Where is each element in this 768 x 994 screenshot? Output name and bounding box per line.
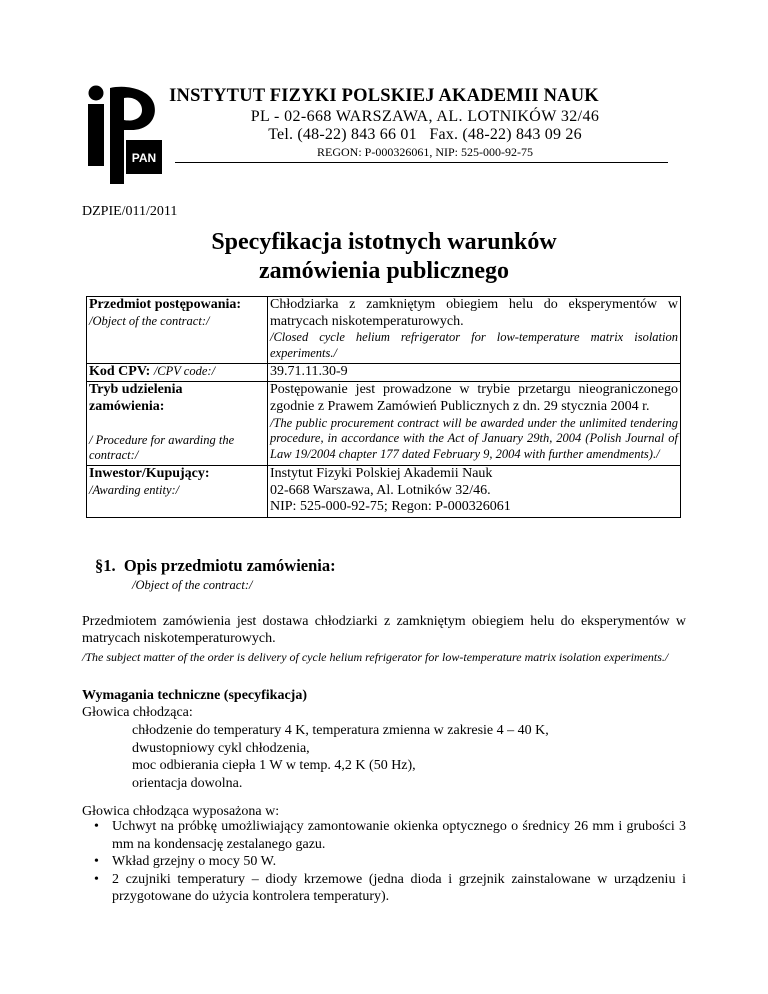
cpv-label: Kod CPV:: [89, 363, 151, 379]
bullet-icon: •: [94, 854, 99, 869]
equipment-bullet-list: [82, 818, 686, 906]
table-row-subject: [87, 297, 681, 364]
subject-value-en: /Closed cycle helium refrigerator for low-temperature matrix isolation experiments./: [270, 330, 678, 360]
cpv-label-cell: [87, 363, 268, 382]
investor-line-1: Instytut Fizyki Polskiej Akademii Nauk: [270, 466, 493, 482]
table-row-procedure: [87, 382, 681, 466]
subject-label: Przedmiot postępowania:: [89, 297, 242, 312]
subject-value: Chłodziarka z zamkniętym obiegiem helu do eksperymentów w matrycach niskotemperaturowych.: [270, 297, 678, 329]
list-item: chłodzenie do temperatury 4 K, temperatura zmienna w zakresie 4 – 40 K,: [132, 723, 549, 738]
bullet-text: 2 czujniki temperatury – diody krzemowe (jedna dioda i grzejnik zainstalowane w urządzeniu i przygotowane do użycia kontrolera temperatury).: [112, 871, 686, 904]
subject-label-en: /Object of the contract:/: [89, 313, 210, 328]
investor-value-cell: [268, 466, 681, 518]
cooling-head-list: [132, 722, 549, 792]
spec-table: [86, 296, 681, 518]
section-1-paragraph: Przedmiotem zamówienia jest dostawa chłodziarki z zamkniętym obiegiem helu do eksperymentów w matrycach niskotemperaturowych.: [82, 614, 686, 646]
title-line-1: Specyfikacja istotnych warunków: [211, 229, 557, 255]
procedure-value: Postępowanie jest prowadzone w trybie przetargu nieograniczonego zgodnie z Prawem Zamówień Publicznych z dn. 29 stycznia 2004 r.: [270, 382, 678, 414]
bullet-item: [82, 853, 686, 871]
section-1-heading-en: /Object of the contract:/: [132, 578, 253, 592]
procedure-label-cell: [87, 382, 268, 466]
cpv-label-en: /CPV code:/: [153, 363, 216, 378]
logo-pan-text: PAN: [131, 151, 157, 165]
section-1-heading: §1. Opis przedmiotu zamówienia:: [95, 556, 336, 575]
document-title: [0, 228, 768, 286]
table-row-cpv: [87, 363, 681, 382]
equipped-label: Głowica chłodząca wyposażona w:: [82, 804, 280, 819]
bullet-text: Uchwyt na próbkę umożliwiający zamontowanie okienka optycznego o średnicy 26 mm i grubości 3 mm na kondensację zestalanego gazu.: [112, 819, 686, 852]
section-1-paragraph-en: /The subject matter of the order is delivery of cycle helium refrigerator for low-temperature matrix isolation experiments./: [82, 650, 669, 664]
institute-name: INSTYTUT FIZYKI POLSKIEJ AKADEMII NAUK: [169, 86, 599, 106]
cpv-value-cell: [268, 363, 681, 382]
investor-label-cell: [87, 466, 268, 518]
institute-address: PL - 02-668 WARSZAWA, AL. LOTNIKÓW 32/46: [250, 108, 600, 125]
list-item: orientacja dowolna.: [132, 775, 243, 791]
list-item: dwustopniowy cykl chłodzenia,: [132, 740, 310, 756]
procedure-label-en: / Procedure for awarding the contract:/: [89, 432, 235, 463]
procedure-value-cell: [268, 382, 681, 466]
cooling-head-label: Głowica chłodząca:: [82, 705, 193, 720]
investor-label: Inwestor/Kupujący:: [89, 466, 210, 482]
institute-phone-fax: Tel. (48-22) 843 66 01 Fax. (48-22) 843 09 26: [268, 126, 582, 143]
subject-value-cell: [268, 297, 681, 364]
table-row-investor: [87, 466, 681, 518]
bullet-icon: •: [94, 819, 99, 834]
subject-label-cell: [87, 297, 268, 364]
procedure-label: Tryb udzielenia zamówienia:: [89, 382, 183, 414]
bullet-item: [82, 871, 686, 906]
bullet-text: Wkład grzejny o mocy 50 W.: [112, 854, 277, 869]
bullet-icon: •: [94, 871, 99, 887]
procedure-value-en: /The public procurement contract will be awarded under the unlimited tendering procedure, in accordance with the Act of January 29th, 2004 (Polish Journal of Law 19/2004 chapter 177 dated February 9, 2004 with further amendments)./: [270, 415, 678, 462]
header-divider: [175, 162, 668, 163]
institute-regon-nip: REGON: P-000326061, NIP: 525-000-92-75: [317, 145, 533, 159]
investor-line-3: NIP: 525-000-92-75; Regon: P-000326061: [270, 499, 511, 515]
list-item: moc odbierania ciepła 1 W w temp. 4,2 K (50 Hz),: [132, 758, 416, 773]
title-line-2: zamówienia publicznego: [259, 258, 509, 284]
cpv-value: 39.71.11.30-9: [270, 363, 348, 379]
reference-number: DZPIE/011/2011: [82, 204, 178, 219]
investor-line-2: 02-668 Warszawa, Al. Lotników 32/46.: [270, 482, 491, 498]
bullet-item: [82, 818, 686, 853]
investor-label-en: /Awarding entity:/: [89, 482, 180, 497]
requirements-heading: Wymagania techniczne (specyfikacja): [82, 688, 307, 703]
